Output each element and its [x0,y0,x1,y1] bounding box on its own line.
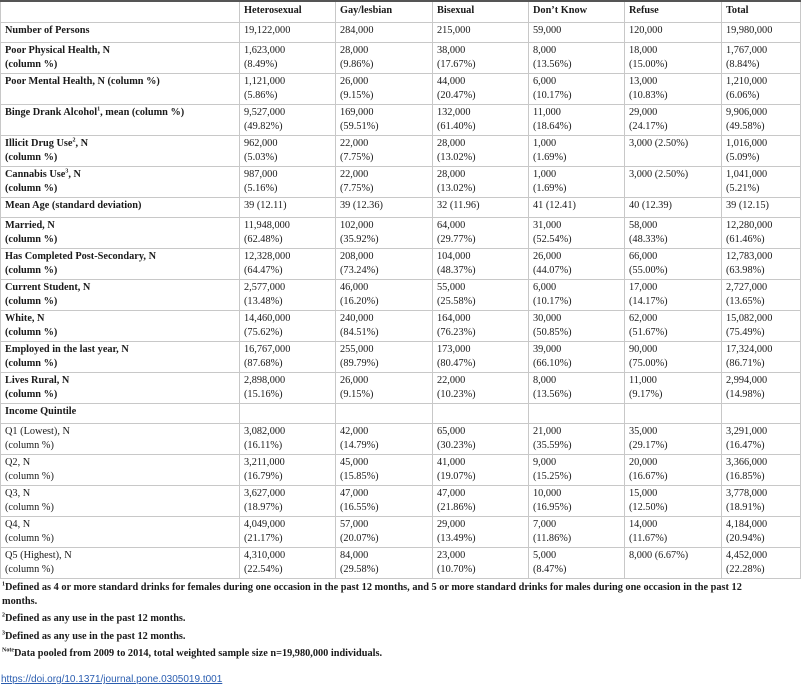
table-cell: 4,049,000 (21.17%) [240,517,336,548]
table-cell: 59,000 [529,23,625,43]
footnote-text: Data pooled from 2009 to 2014, total weighted sample size n=19,980,000 individuals. [14,648,383,659]
table-cell: 12,783,000 (63.98%) [722,249,801,280]
table-cell: 1,767,000 (8.84%) [722,43,801,74]
footnote-mark: 1 [2,581,5,588]
footnote-1 [2,581,750,608]
table-cell: 215,000 [433,23,529,43]
table-cell: 7,000 (11.86%) [529,517,625,548]
table-cell: 12,280,000 (61.46%) [722,218,801,249]
header-gay-lesbian: Gay/lesbian [336,1,433,23]
table-cell: 57,000 (20.07%) [336,517,433,548]
footnote-ref: 2 [72,137,76,144]
table-cell: 38,000 (17.67%) [433,43,529,74]
table-cell: 962,000 (5.03%) [240,136,336,167]
table-cell: 21,000 (35.59%) [529,424,625,455]
table-row [1,249,801,280]
table-cell: 3,627,000 (18.97%) [240,486,336,517]
table-cell: 65,000 (30.23%) [433,424,529,455]
table-cell: 29,000 (24.17%) [625,105,722,136]
row-label [1,167,240,198]
table-cell: 45,000 (15.85%) [336,455,433,486]
table-cell: 987,000 (5.16%) [240,167,336,198]
footnote-mark: 3 [2,630,5,637]
table-cell: 3,000 (2.50%) [625,136,722,167]
table-cell: 47,000 (21.86%) [433,486,529,517]
table-row [1,424,801,455]
table-row [1,136,801,167]
table-row [1,373,801,404]
table-cell: 1,210,000 (6.06%) [722,74,801,105]
row-label-text: Lives Rural, N (column %) [5,375,70,400]
table-cell: 4,184,000 (20.94%) [722,517,801,548]
table-cell: 39 (12.36) [336,198,433,218]
row-label-text: Q5 (Highest), N (column %) [5,550,72,575]
row-label-text: Has Completed Post-Secondary, N (column %) [5,251,157,276]
row-label [1,105,240,136]
table-row [1,43,801,74]
table-cell: 35,000 (29.17%) [625,424,722,455]
row-label-text: Employed in the last year, N (column %) [5,344,129,369]
table-cell [336,404,433,424]
table-cell: 9,000 (15.25%) [529,455,625,486]
table-cell: 28,000 (13.02%) [433,136,529,167]
table-cell: 3,366,000 (16.85%) [722,455,801,486]
row-label-text: Current Student, N (column %) [5,282,91,307]
row-label [1,404,240,424]
table-row [1,342,801,373]
table-cell: 8,000 (13.56%) [529,43,625,74]
table-row [1,311,801,342]
table-cell: 14,000 (11.67%) [625,517,722,548]
table-cell: 3,778,000 (18.91%) [722,486,801,517]
table-row [1,23,801,43]
table-cell: 28,000 (13.02%) [433,167,529,198]
table-row [1,517,801,548]
table-cell: 3,291,000 (16.47%) [722,424,801,455]
table-cell: 2,898,000 (15.16%) [240,373,336,404]
table-footnotes [0,581,750,661]
table-row [1,455,801,486]
row-label [1,373,240,404]
row-label [1,218,240,249]
table-cell: 102,000 (35.92%) [336,218,433,249]
table-cell: 90,000 (75.00%) [625,342,722,373]
table-cell: 58,000 (48.33%) [625,218,722,249]
table-cell: 32 (11.96) [433,198,529,218]
table-cell: 9,906,000 (49.58%) [722,105,801,136]
table-cell: 46,000 (16.20%) [336,280,433,311]
table-row [1,404,801,424]
table-cell: 19,980,000 [722,23,801,43]
row-label [1,424,240,455]
table-cell: 29,000 (13.49%) [433,517,529,548]
table-cell: 8,000 (6.67%) [625,548,722,579]
row-label-text: Illicit Drug Use [5,138,73,149]
table-cell [433,404,529,424]
row-label [1,198,240,218]
table-cell: 20,000 (16.67%) [625,455,722,486]
table-cell: 11,948,000 (62.48%) [240,218,336,249]
table-cell: 1,000 (1.69%) [529,136,625,167]
row-label-suffix: , N (column %) [5,138,89,163]
table-cell: 26,000 (44.07%) [529,249,625,280]
table-cell [722,404,801,424]
table-cell: 55,000 (25.58%) [433,280,529,311]
row-label-text: Number of Persons [5,25,90,36]
table-cell: 23,000 (10.70%) [433,548,529,579]
table-cell: 4,452,000 (22.28%) [722,548,801,579]
footnote-text: Defined as 4 or more standard drinks for females during one occasion in the past 12 months, and 5 or more standard drinks for males during one occasion in the past 12 months. [2,582,742,607]
row-label-text: Poor Mental Health, N (column %) [5,76,160,87]
row-label-text: Q4, N (column %) [5,519,54,544]
table-cell: 22,000 (10.23%) [433,373,529,404]
table-cell: 44,000 (20.47%) [433,74,529,105]
table-cell: 15,082,000 (75.49%) [722,311,801,342]
table-cell: 16,767,000 (87.68%) [240,342,336,373]
row-label [1,43,240,74]
table-cell: 1,121,000 (5.86%) [240,74,336,105]
row-label-suffix: , mean (column %) [100,107,185,118]
table-cell: 5,000 (8.47%) [529,548,625,579]
table-cell: 22,000 (7.75%) [336,167,433,198]
footnote-text: Defined as any use in the past 12 months. [5,630,186,642]
table-cell: 12,328,000 (64.47%) [240,249,336,280]
table-row [1,280,801,311]
row-label-text: Q1 (Lowest), N (column %) [5,426,70,451]
table-cell: 3,082,000 (16.11%) [240,424,336,455]
table-row [1,105,801,136]
header-total: Total [722,1,801,23]
footnote-3 [2,630,750,644]
table-cell: 1,016,000 (5.09%) [722,136,801,167]
table-cell: 66,000 (55.00%) [625,249,722,280]
footnote-text: Defined as any use in the past 12 months. [5,613,186,624]
table-cell: 39 (12.11) [240,198,336,218]
row-label [1,280,240,311]
table-cell: 39,000 (66.10%) [529,342,625,373]
row-label [1,486,240,517]
table-cell: 6,000 (10.17%) [529,74,625,105]
table-cell [240,404,336,424]
header-refuse: Refuse [625,1,722,23]
footnote-2 [2,612,750,626]
table-cell: 26,000 (9.15%) [336,74,433,105]
table-cell: 19,122,000 [240,23,336,43]
table-cell: 10,000 (16.95%) [529,486,625,517]
table-cell: 13,000 (10.83%) [625,74,722,105]
header-blank [1,1,240,23]
row-label-text: Poor Physical Health, N (column %) [5,45,111,70]
table-cell: 17,000 (14.17%) [625,280,722,311]
table-cell: 132,000 (61.40%) [433,105,529,136]
row-label-text: Q3, N (column %) [5,488,54,513]
footnote-note [2,647,750,661]
table-cell: 26,000 (9.15%) [336,373,433,404]
table-cell: 164,000 (76.23%) [433,311,529,342]
table-cell: 1,000 (1.69%) [529,167,625,198]
table-cell: 39 (12.15) [722,198,801,218]
footnote-mark: 2 [2,612,5,619]
row-label [1,342,240,373]
table-cell: 15,000 (12.50%) [625,486,722,517]
table-cell: 17,324,000 (86.71%) [722,342,801,373]
table-cell: 104,000 (48.37%) [433,249,529,280]
table-cell: 11,000 (18.64%) [529,105,625,136]
row-label-text: Mean Age (standard deviation) [5,200,142,211]
table-cell: 2,577,000 (13.48%) [240,280,336,311]
row-label-text: White, N (column %) [5,313,58,338]
table-cell: 240,000 (84.51%) [336,311,433,342]
table-cell: 42,000 (14.79%) [336,424,433,455]
header-heterosexual: Heterosexual [240,1,336,23]
table-cell: 62,000 (51.67%) [625,311,722,342]
table-cell: 284,000 [336,23,433,43]
table-cell: 41 (12.41) [529,198,625,218]
table-cell: 6,000 (10.17%) [529,280,625,311]
table-cell: 30,000 (50.85%) [529,311,625,342]
row-label [1,455,240,486]
row-label [1,311,240,342]
table-cell: 3,000 (2.50%) [625,167,722,198]
table-cell: 1,041,000 (5.21%) [722,167,801,198]
row-label [1,136,240,167]
table-cell: 2,727,000 (13.65%) [722,280,801,311]
row-label [1,249,240,280]
row-label-text: Q2, N (column %) [5,457,54,482]
row-label-text: Income Quintile [5,406,77,417]
table-cell: 3,211,000 (16.79%) [240,455,336,486]
table-row [1,198,801,218]
row-label-text: Married, N (column %) [5,220,58,245]
row-label [1,23,240,43]
row-label-text: Binge Drank Alcohol [5,107,98,118]
table-row [1,486,801,517]
table-cell: 31,000 (52.54%) [529,218,625,249]
table-cell: 14,460,000 (75.62%) [240,311,336,342]
header-bisexual: Bisexual [433,1,529,23]
table-cell: 120,000 [625,23,722,43]
row-label [1,74,240,105]
table-cell [529,404,625,424]
row-label [1,517,240,548]
table-cell: 11,000 (9.17%) [625,373,722,404]
table-row [1,167,801,198]
footnote-ref: 1 [97,106,101,113]
table-cell: 40 (12.39) [625,198,722,218]
table-cell: 22,000 (7.75%) [336,136,433,167]
table-cell: 255,000 (89.79%) [336,342,433,373]
table-cell: 4,310,000 (22.54%) [240,548,336,579]
header-dont-know: Don’t Know [529,1,625,23]
table-cell: 1,623,000 (8.49%) [240,43,336,74]
table-cell: 28,000 (9.86%) [336,43,433,74]
table-row [1,218,801,249]
table-header-row [1,1,801,23]
table-cell: 8,000 (13.56%) [529,373,625,404]
table-cell: 9,527,000 (49.82%) [240,105,336,136]
footnote-mark: Note [2,647,14,654]
table-cell: 41,000 (19.07%) [433,455,529,486]
table-cell: 47,000 (16.55%) [336,486,433,517]
row-label-text: Cannabis Use [5,169,66,180]
table-cell: 64,000 (29.77%) [433,218,529,249]
table-cell: 2,994,000 (14.98%) [722,373,801,404]
table-row [1,548,801,579]
doi-link[interactable]: https://doi.org/10.1371/journal.pone.0305019.t001 [1,674,223,685]
table-cell [625,404,722,424]
table-cell: 208,000 (73.24%) [336,249,433,280]
row-label-suffix: , N (column %) [5,169,81,194]
table-cell: 169,000 (59.51%) [336,105,433,136]
footnote-ref: 3 [65,168,69,175]
table-row [1,74,801,105]
table-cell: 173,000 (80.47%) [433,342,529,373]
row-label [1,548,240,579]
table-cell: 18,000 (15.00%) [625,43,722,74]
table-cell: 84,000 (29.58%) [336,548,433,579]
